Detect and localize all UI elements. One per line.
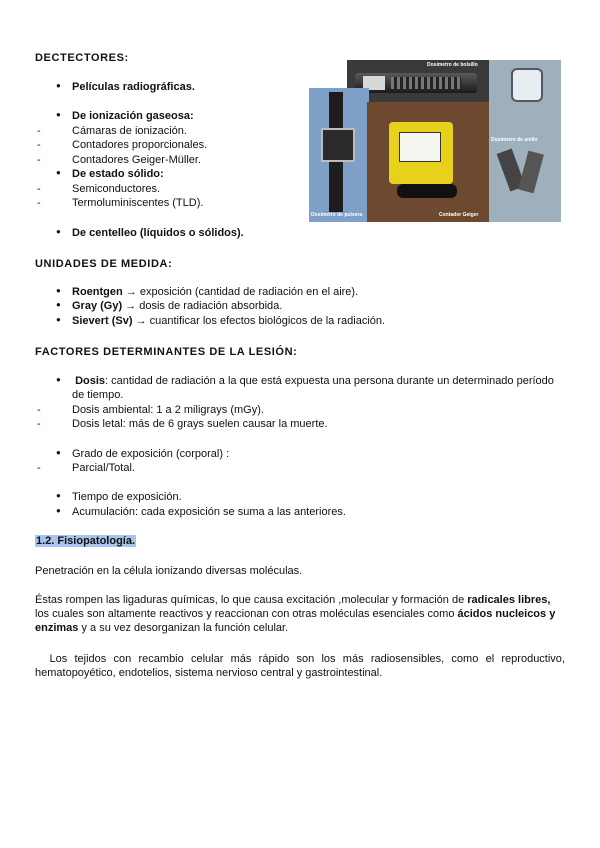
- text: Éstas rompen las ligaduras químicas, lo que causa excitación ,molecular y formación de: [35, 594, 468, 606]
- list-item: - Termoluminiscentes (TLD).: [72, 197, 203, 209]
- paragraph: Penetración en la célula ionizando diversas moléculas.: [35, 565, 303, 577]
- list-item-tiempo: ● Tiempo de exposición.: [72, 491, 182, 503]
- list-item: - Semiconductores.: [72, 183, 160, 195]
- list-item: - Dosis letal: más de 6 grays suelen causar la muerte.: [72, 418, 328, 430]
- dosis-text-continued: de tiempo.: [72, 389, 124, 401]
- paragraph: Los tejidos con recambio celular más rápido son los más radiosensibles, como el reproductivo, hematopoyético, endotelios, sistema nervioso central y gastrointestinal.: [35, 653, 569, 679]
- photo-dosimetro-pulsera: [309, 88, 369, 222]
- list-item-unidad: [72, 315, 385, 327]
- bold-term: ácidos nucleicos y enzimas: [35, 608, 556, 634]
- unit-text: → exposición (cantidad de radiación en el aire).: [122, 286, 359, 298]
- dosis-term: Dosis: [75, 375, 106, 387]
- list-item-acumulacion: ● Acumulación: cada exposición se suma a las anteriores.: [72, 506, 346, 518]
- caption: Dosímetro de anillo: [491, 137, 538, 143]
- highlighted-heading: 1.2. Fisiopatología.: [36, 535, 136, 547]
- unit-text: → cuantificar los efectos biológicos de la radiación.: [132, 315, 386, 327]
- unit-term: Gray (Gy): [72, 300, 123, 312]
- list-item-unidad: [72, 300, 282, 312]
- list-item-solido: ● De estado sólido:: [72, 168, 164, 180]
- section-heading-factores: FACTORES DETERMINANTES DE LA LESIÓN:: [35, 346, 298, 358]
- list-item-unidad: [72, 286, 358, 298]
- list-item: - Cámaras de ionización.: [72, 125, 187, 137]
- dosis-text: : cantidad de radiación a la que está expuesta una persona durante un determinado período: [105, 375, 554, 387]
- list-item-grado: ● Grado de exposición (corporal) :: [72, 448, 229, 460]
- list-item: - Parcial/Total.: [72, 462, 135, 474]
- list-item-peliculas: ● Películas radiográficas.: [72, 81, 195, 93]
- caption: Dosímetro de bolsillo: [427, 62, 478, 68]
- unit-text: → dosis de radiación absorbida.: [122, 300, 283, 312]
- paragraph: [35, 593, 565, 635]
- section-heading-detectores: DECTECTORES:: [35, 52, 129, 64]
- list-item: - Contadores proporcionales.: [72, 139, 207, 151]
- unit-term: Roentgen: [72, 286, 123, 298]
- list-item-ionizacion: ● De ionización gaseosa:: [72, 110, 194, 122]
- text: los cuales son altamente reactivos y reaccionan con otras moléculas esenciales como: [35, 608, 458, 620]
- bold-term: radicales libres,: [467, 594, 551, 606]
- list-item-dosis: [72, 375, 554, 387]
- section-heading-fisiopatologia: [35, 535, 136, 547]
- caption: Dosímetro de pulsera: [311, 212, 363, 218]
- photo-contador-geiger: [367, 102, 489, 222]
- unit-term: Sievert (Sv): [72, 315, 133, 327]
- caption: Contador Geiger: [439, 212, 479, 218]
- photo-dosimetro-anillo: [489, 60, 561, 222]
- text: y a su vez desorganizan la función celular.: [78, 622, 289, 634]
- list-item: - Contadores Geiger-Müller.: [72, 154, 201, 166]
- list-item: - Dosis ambiental: 1 a 2 miligrays (mGy).: [72, 404, 264, 416]
- section-heading-unidades: UNIDADES DE MEDIDA:: [35, 258, 173, 270]
- detector-photo-collage: [309, 60, 561, 222]
- list-item-centelleo: ● De centelleo (líquidos o sólidos).: [72, 227, 244, 239]
